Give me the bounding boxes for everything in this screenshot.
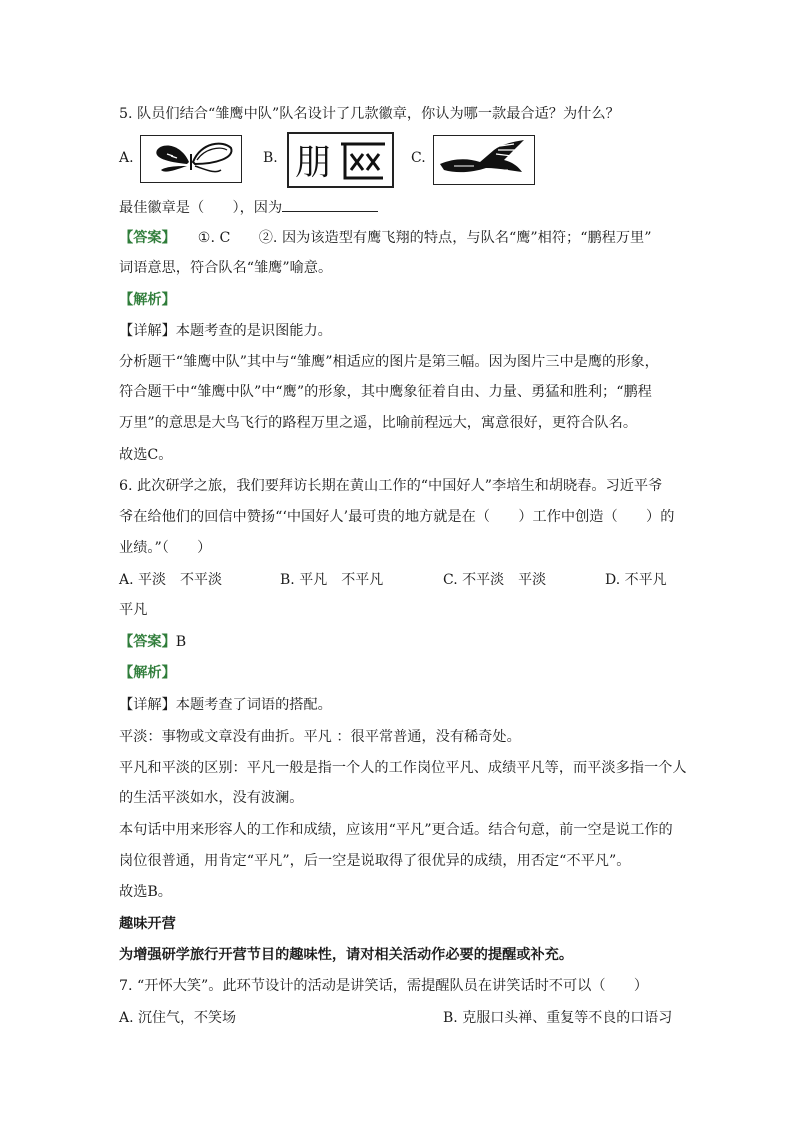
- q5-detail-text: 本题考查的是识图能力。: [175, 323, 332, 339]
- q6-answer-value: B: [175, 634, 187, 650]
- q5-fill-prefix: 最佳徽章是（ ），因为: [119, 200, 283, 216]
- q5-answer-text1: ①. C ②. 因为该造型有鹰飞翔的特点，与队名“鹰”相符；“鹏程万里”: [197, 230, 652, 246]
- q6-option-d-cont: 平凡: [119, 602, 148, 618]
- q6-answer: [119, 632, 186, 652]
- q5-fill-blank[interactable]: [282, 197, 378, 212]
- q7-option-b: B. 克服口头禅、重复等不良的口语习: [443, 1010, 673, 1026]
- q6-definition: 平淡：事物或文章没有曲折。平凡 ：很平常普通，没有稀奇处。: [119, 729, 521, 745]
- q6-detail-tag: 【详解】: [119, 697, 176, 713]
- q5-option-b-label: B.: [263, 150, 278, 166]
- q5-analysis-tag: 【解析】: [119, 292, 176, 308]
- q5-option-c-label: C.: [411, 150, 426, 166]
- q6-stem-line2: 爷在给他们的回信中赞扬“‘中国好人’最可贵的地方就是在（ ）工作中创造（ ）的: [119, 509, 675, 525]
- q5-conclusion: 故选C。: [119, 447, 173, 463]
- q6-conclusion: 故选B。: [119, 884, 172, 900]
- q6-option-d: D. 不平凡: [605, 572, 667, 588]
- butterfly-icon: [141, 136, 241, 182]
- q5-option-a-label: A.: [119, 150, 134, 166]
- q6-stem-line3: 业绩。”（ ）: [119, 540, 212, 556]
- q6-option-c: C. 不平淡 平淡: [443, 572, 547, 588]
- q5-detail: [119, 321, 332, 341]
- q5-para1-line2: 符合题干中“雏鹰中队”中“鹰”的形象，其中鹰象征着自由、力量、勇猛和胜利；“鹏程: [119, 384, 652, 400]
- q6-diff-line1: 平凡和平淡的区别：平凡一般是指一个人的工作岗位平凡、成绩平凡等，而平淡多指一个人: [119, 760, 687, 776]
- eagle-icon: [434, 136, 534, 184]
- q6-option-b: B. 平凡 不平凡: [280, 572, 384, 588]
- badge-b-text-image: [287, 132, 394, 188]
- q7-stem: 7. “开怀大笑”。此环节设计的活动是讲笑话，需提醒队员在讲笑话时不可以（ ）: [119, 978, 649, 994]
- q6-expl-line1: 本句话中用来形容人的工作和成绩，应该用“平凡”更合适。结合句意，前一空是说工作的: [119, 822, 673, 838]
- q5-question: 5. 队员们结合“雏鹰中队”队名设计了几款徽章，你认为哪一款最合适？为什么？: [119, 106, 620, 122]
- q5-answer-tag: 【答案】: [119, 230, 176, 246]
- q6-stem-line1: 6. 此次研学之旅，我们要拜访长期在黄山工作的“中国好人”李培生和胡晓春。习近平爷: [119, 478, 663, 494]
- q5-fill-line: [119, 197, 378, 218]
- q6-answer-tag: 【答案】: [119, 634, 176, 650]
- q5-para1-line3: 万里”的意思是大鸟飞行的路程万里之遥，比喻前程远大，寓意很好，更符合队名。: [119, 415, 638, 431]
- q6-expl-line2: 岗位很普通，用肯定“平凡”，后一空是说取得了很优异的成绩，用否定“不平凡”。: [119, 853, 631, 869]
- badge-a-butterfly-image: [140, 135, 242, 183]
- q6-diff-line2: 的生活平淡如水，没有波澜。: [119, 790, 304, 806]
- q6-detail-text: 本题考查了词语的搭配。: [175, 697, 332, 713]
- q5-para1-line1: 分析题干“雏鹰中队”其中与“雏鹰”相适应的图片是第三幅。因为图片三中是鹰的形象，: [119, 354, 659, 370]
- q6-option-a: A. 平淡 不平淡: [119, 572, 223, 588]
- q5-answer-line1: [119, 228, 651, 248]
- q6-analysis-tag: 【解析】: [119, 665, 176, 681]
- badge-c-eagle-image: [433, 135, 535, 185]
- section-title: 趣味开营: [119, 916, 176, 932]
- badge-b-glyph-icon: [289, 134, 392, 186]
- q6-detail: [119, 695, 332, 715]
- section-intro: 为增强研学旅行开营节目的趣味性，请对相关活动作必要的提醒或补充。: [119, 947, 574, 963]
- q5-answer-line2: 词语意思，符合队名“雏鹰”喻意。: [119, 260, 333, 276]
- q5-detail-tag: 【详解】: [119, 323, 176, 339]
- badge-b-text: 朋: [295, 142, 332, 183]
- q7-option-a: A. 沉住气，不笑场: [119, 1010, 237, 1026]
